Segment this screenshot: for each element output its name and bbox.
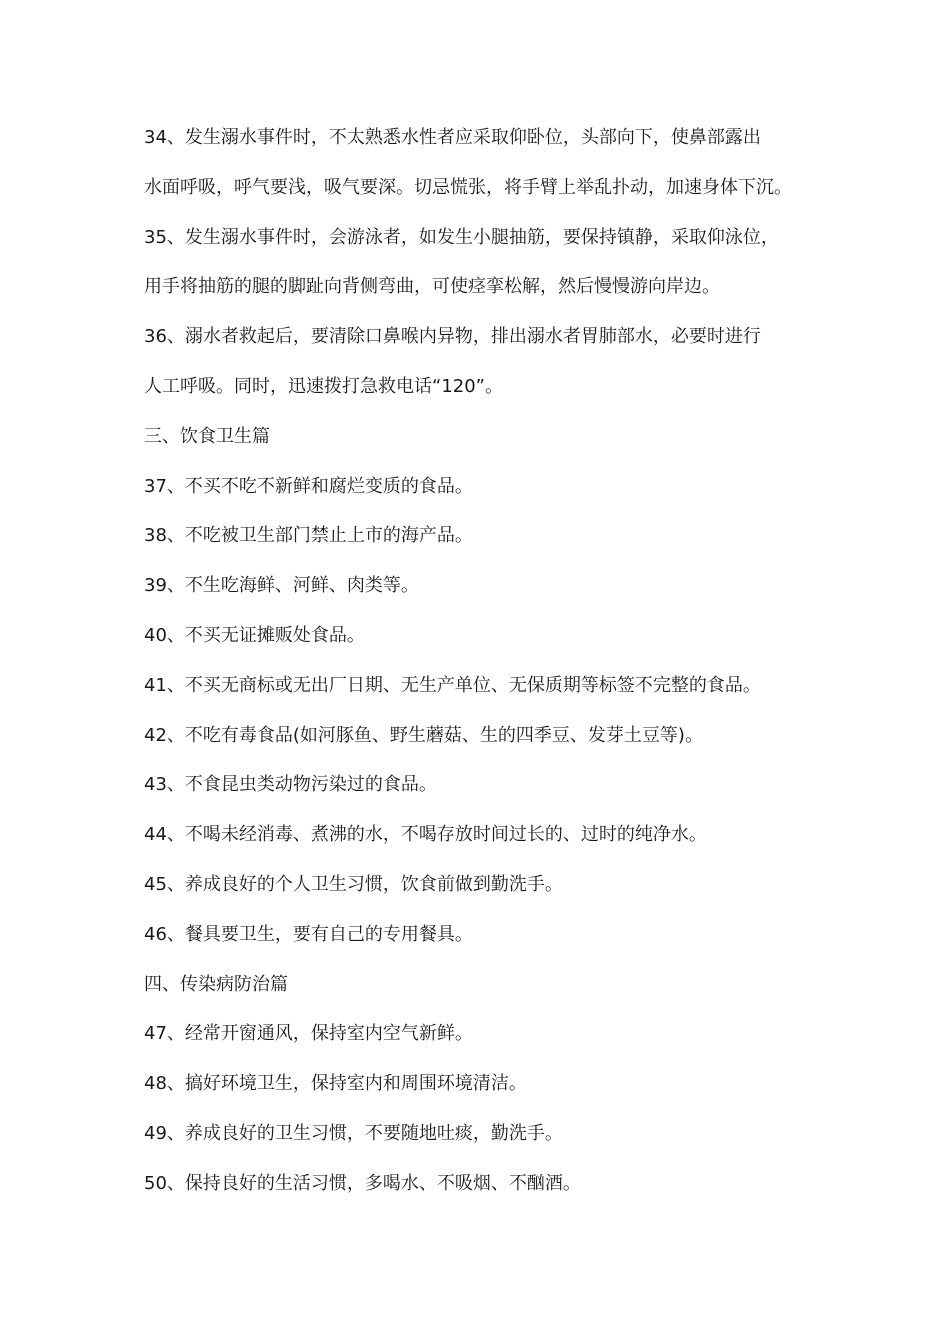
item-38: 38、不吃被卫生部门禁止上市的海产品。 <box>144 525 473 547</box>
item-35-line-1: 35、发生溺水事件时，会游泳者，如发生小腿抽筋，要保持镇静，采取仰泳位， <box>144 226 779 248</box>
item-34-line-2: 水面呼吸，呼气要浅，吸气要深。切忌慌张，将手臂上举乱扑动，加速身体下沉。 <box>144 176 792 198</box>
item-46: 46、餐具要卫生，要有自己的专用餐具。 <box>144 923 473 945</box>
item-37: 37、不买不吃不新鲜和腐烂变质的食品。 <box>144 475 473 497</box>
item-41: 41、不买无商标或无出厂日期、无生产单位、无保质期等标签不完整的食品。 <box>144 674 761 696</box>
item-34-line-1: 34、发生溺水事件时，不太熟悉水性者应采取仰卧位，头部向下，使鼻部露出 <box>144 127 761 148</box>
item-49: 49、养成良好的卫生习惯，不要随地吐痰，勤洗手。 <box>144 1122 563 1144</box>
item-39: 39、不生吃海鲜、河鲜、肉类等。 <box>144 575 419 597</box>
item-50: 50、保持良好的生活习惯，多喝水、不吸烟、不酗酒。 <box>144 1172 581 1194</box>
item-42: 42、不吃有毒食品(如河豚鱼、野生蘑菇、生的四季豆、发芽土豆等)。 <box>144 724 703 746</box>
item-48: 48、搞好环境卫生，保持室内和周围环境清洁。 <box>144 1073 527 1095</box>
item-36-line-2: 人工呼吸。同时，迅速拨打急救电话“120”。 <box>144 375 504 397</box>
item-45: 45、养成良好的个人卫生习惯，饮食前做到勤洗手。 <box>144 873 563 895</box>
item-35-line-2: 用手将抽筋的腿的脚趾向背侧弯曲，可使痉挛松解，然后慢慢游向岸边。 <box>144 276 720 298</box>
document-body <box>144 113 824 1209</box>
item-40: 40、不买无证摊贩处食品。 <box>144 624 365 646</box>
section-heading-food-hygiene: 三、饮食卫生篇 <box>144 425 270 447</box>
item-47: 47、经常开窗通风，保持室内空气新鲜。 <box>144 1023 473 1045</box>
item-43: 43、不食昆虫类动物污染过的食品。 <box>144 774 437 796</box>
section-heading-disease-prevention: 四、传染病防治篇 <box>144 973 288 995</box>
item-36-line-1: 36、溺水者救起后，要清除口鼻喉内异物，排出溺水者胃肺部水，必要时进行 <box>144 326 761 348</box>
item-44: 44、不喝未经消毒、煮沸的水，不喝存放时间过长的、过时的纯净水。 <box>144 824 707 846</box>
